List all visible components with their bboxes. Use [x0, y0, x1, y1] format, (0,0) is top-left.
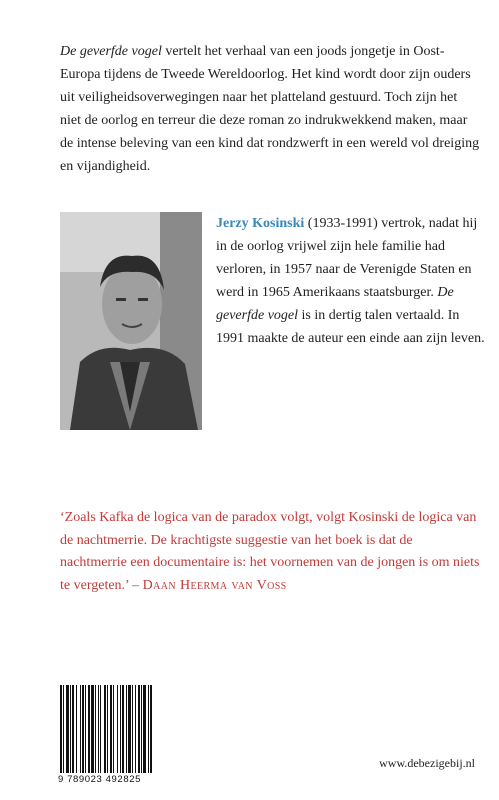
- barcode-bar: [122, 685, 124, 773]
- barcode-bar: [82, 685, 84, 773]
- barcode-bar: [107, 685, 108, 773]
- barcode-bar: [76, 685, 77, 773]
- intro-paragraph: [60, 40, 480, 178]
- barcode-bar: [120, 685, 121, 773]
- barcode-bar: [63, 685, 64, 773]
- barcode-bar: [88, 685, 90, 773]
- barcode-bar: [138, 685, 140, 773]
- barcode-bar: [100, 685, 101, 773]
- barcode-bar: [113, 685, 114, 773]
- bio-text-1: vertrok, nadat hij in de oorlog vrijwel zijn hele familie had verloren, in 1957 naar de Verenigde Staten en werd in 1965 Amerikaans staatsburger.: [216, 216, 478, 300]
- barcode-bar: [143, 685, 146, 773]
- barcode-bar: [132, 685, 133, 773]
- barcode-bar: [91, 685, 94, 773]
- intro-text: vertelt het verhaal van een joods jongetje in Oost-Europa tijdens de Tweede Wereldoorlog. Het kind wordt door zijn ouders uit veiligheidsoverwegingen naar het platteland gestuurd. Toch zijn het niet de oorlog en terreur die deze roman zo indrukwekkend maken, maar de intense beleving van een kind dat rondzwerft in een wereld vol dreiging en vijandigheid.: [60, 44, 480, 174]
- isbn-number: 9 789023 492825: [58, 774, 141, 785]
- review-quote: [60, 507, 480, 597]
- author-years: (1933-1991): [304, 216, 378, 231]
- quote-attribution: Daan Heerma van Voss: [142, 577, 287, 593]
- publisher-url: www.debezigebij.nl: [379, 756, 475, 770]
- author-bio: [216, 212, 486, 350]
- bio-text-2: is in dertig talen vertaald. In 1991 maakte de auteur een einde aan zijn leven.: [216, 308, 485, 346]
- barcode-bar: [85, 685, 86, 773]
- barcode-bar: [80, 685, 81, 773]
- barcode-bar: [95, 685, 96, 773]
- barcode-bar: [135, 685, 136, 773]
- barcode-bar: [66, 685, 69, 773]
- barcode-bar: [126, 685, 127, 773]
- author-name: Jerzy Kosinski: [216, 216, 305, 231]
- quote-text: ‘Zoals Kafka de logica van de paradox volgt, volgt Kosinski de logica van de nachtmerrie. De krachtigste suggestie van het boek is dat de nachtmerrie een documentaire is: het voornemen van de jongen is om niets te vergeten.’ –: [60, 510, 480, 593]
- barcode: [58, 685, 184, 773]
- bio-book-title: De geverfde vogel: [216, 285, 454, 323]
- author-photo: [60, 212, 202, 430]
- barcode-bar: [141, 685, 142, 773]
- book-title: De geverfde vogel: [60, 44, 162, 59]
- barcode-bar: [150, 685, 152, 773]
- barcode-bar: [128, 685, 131, 773]
- barcode-bar: [117, 685, 118, 773]
- barcode-bar: [104, 685, 106, 773]
- barcode-bar: [70, 685, 71, 773]
- barcode-bar: [98, 685, 99, 773]
- barcode-bar: [110, 685, 112, 773]
- barcode-bar: [148, 685, 149, 773]
- barcode-bar: [60, 685, 62, 773]
- barcode-bar: [72, 685, 74, 773]
